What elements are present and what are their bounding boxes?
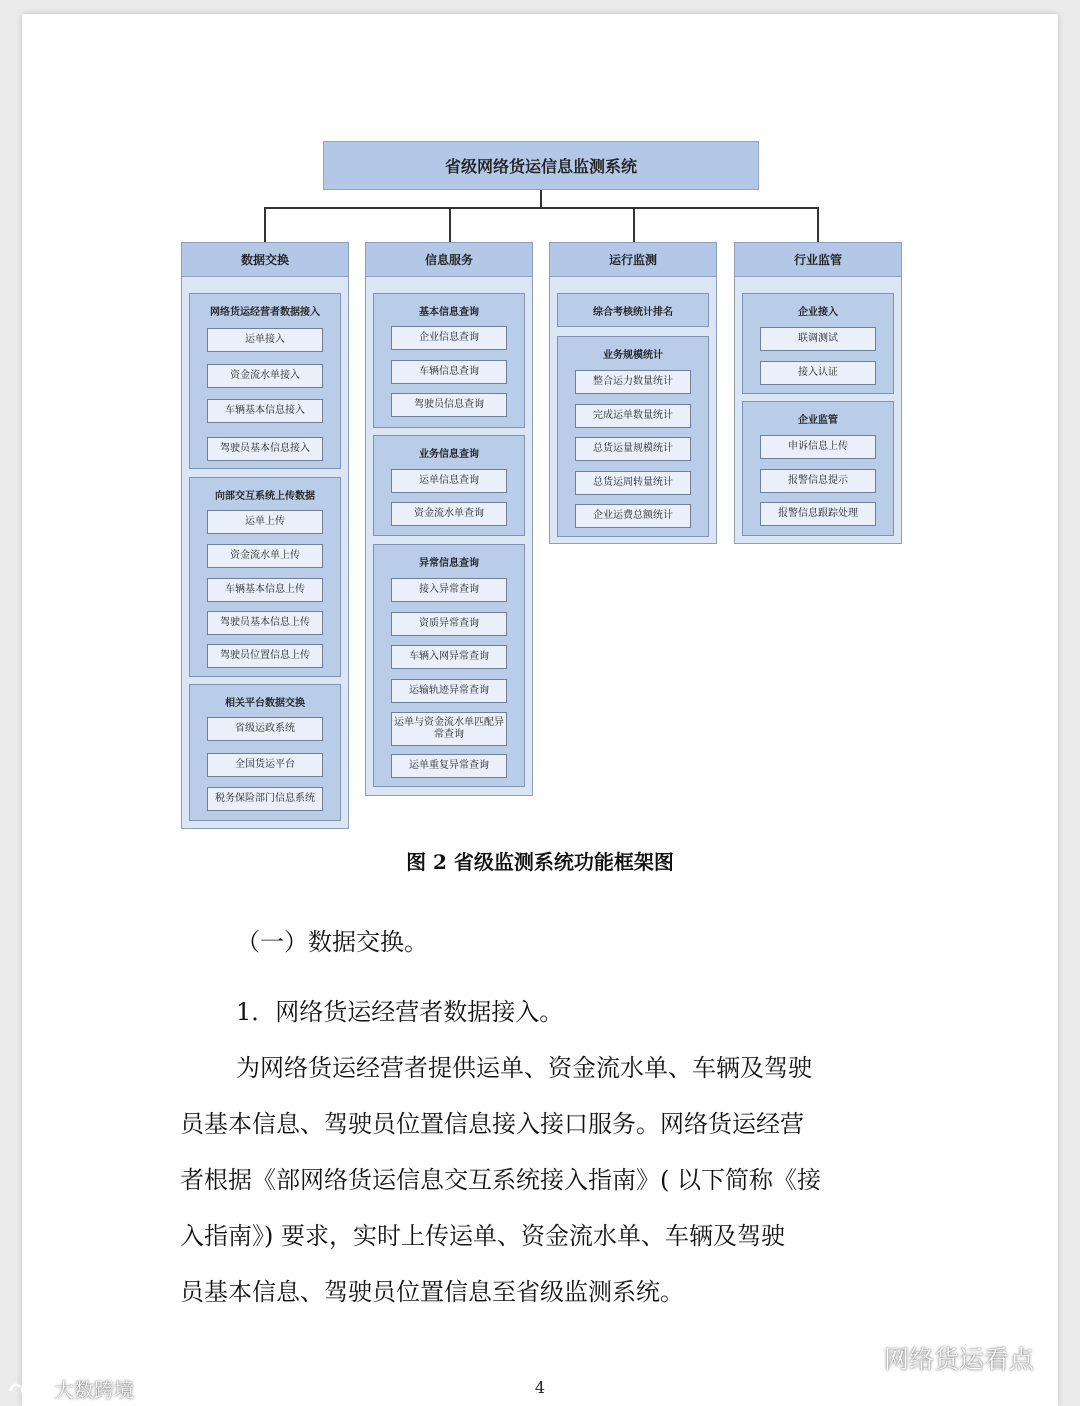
diagram-item: 接入认证 (760, 361, 876, 385)
diagram-item: 车辆基本信息接入 (207, 399, 323, 423)
diagram-item: 运输轨迹异常查询 (391, 679, 507, 703)
diagram-item: 企业信息查询 (391, 326, 507, 350)
connector-col-3 (633, 207, 635, 242)
column-title: 数据交换 (182, 243, 348, 277)
column-operation-monitoring (549, 242, 717, 544)
watermark-left-text: 大数跨境 (54, 1378, 134, 1402)
diagram-item: 驾驶员基本信息接入 (207, 437, 323, 461)
watermark-right (838, 1340, 1034, 1376)
group-title: 相关平台数据交换 (225, 698, 305, 709)
group-platform-exchange (189, 684, 341, 821)
diagram-item: 接入异常查询 (391, 578, 507, 602)
column-industry-supervision (734, 242, 902, 544)
diagram-item: 车辆基本信息上传 (207, 578, 323, 602)
diagram-item: 资质异常查询 (391, 612, 507, 636)
page-number: 4 (534, 1378, 546, 1397)
brand-logo-icon (6, 1377, 50, 1401)
diagram-item: 申诉信息上传 (760, 435, 876, 459)
diagram-item: 资金流水单查询 (391, 502, 507, 526)
group-upload-to-ministry (189, 477, 341, 677)
diagram-item: 车辆入网异常查询 (391, 645, 507, 669)
diagram-item: 企业运费总额统计 (575, 504, 691, 528)
group-basic-info-query (373, 293, 525, 428)
column-data-exchange (181, 242, 349, 829)
subsection-heading: 1．网络货运经营者数据接入。 (236, 998, 564, 1026)
group-business-info-query (373, 435, 525, 536)
group-title: 网络货运经营者数据接入 (210, 307, 320, 318)
diagram-item: 全国货运平台 (207, 753, 323, 777)
column-title: 行业监管 (735, 243, 901, 277)
connector-col-1 (264, 207, 266, 242)
diagram-item: 资金流水单上传 (207, 544, 323, 568)
diagram-item: 运单信息查询 (391, 469, 507, 493)
diagram-item: 资金流水单接入 (207, 364, 323, 388)
watermark-right-text: 网络货运看点 (884, 1345, 1035, 1374)
wechat-icon (838, 1343, 878, 1373)
column-info-service (365, 242, 533, 796)
body-line: 为网络货运经营者提供运单、资金流水单、车辆及驾驶 (236, 1054, 812, 1082)
diagram-item: 驾驶员信息查询 (391, 393, 507, 417)
diagram-item: 报警信息跟踪处理 (760, 502, 876, 526)
diagram-item: 完成运单数量统计 (575, 404, 691, 428)
connector-col-2 (449, 207, 451, 242)
figure-caption: 图 2 省级监测系统功能框架图 (406, 850, 674, 874)
group-enterprise-access (742, 293, 894, 394)
connector-col-4 (817, 207, 819, 242)
diagram-item: 税务保险部门信息系统 (207, 787, 323, 811)
body-line: 者根据《部网络货运信息交互系统接入指南》( 以下简称《接 (180, 1166, 821, 1194)
diagram-item: 驾驶员位置信息上传 (207, 644, 323, 668)
diagram-item: 车辆信息查询 (391, 360, 507, 384)
connector-root-down (540, 190, 542, 208)
body-line: 入指南》) 要求，实时上传运单、资金流水单、车辆及驾驶 (180, 1222, 785, 1250)
group-title: 基本信息查询 (419, 307, 479, 318)
diagram-item: 整合运力数量统计 (575, 370, 691, 394)
group-operator-data-access (189, 293, 341, 469)
group-title: 异常信息查询 (419, 558, 479, 569)
body-line: 员基本信息、驾驶员位置信息接入接口服务。网络货运经营 (180, 1110, 804, 1138)
diagram-item: 总货运周转量统计 (575, 471, 691, 495)
group-title: 企业接入 (798, 307, 838, 318)
diagram-item: 联调测试 (760, 327, 876, 351)
group-enterprise-supervision (742, 401, 894, 536)
body-line: 员基本信息、驾驶员位置信息至省级监测系统。 (180, 1278, 684, 1306)
diagram-item: 运单与资金流水单匹配异常查询 (391, 712, 507, 746)
group-business-scale-stats (557, 336, 709, 537)
section-heading: （一）数据交换。 (236, 928, 428, 956)
group-title: 向部交互系统上传数据 (215, 491, 315, 502)
diagram-item: 运单接入 (207, 328, 323, 352)
diagram-item: 驾驶员基本信息上传 (207, 611, 323, 635)
group-title: 综合考核统计排名 (593, 306, 673, 318)
watermark-left (6, 1374, 134, 1403)
column-title: 运行监测 (550, 243, 716, 277)
diagram-item: 运单上传 (207, 510, 323, 534)
diagram-item: 总货运量规模统计 (575, 437, 691, 461)
group-comprehensive-ranking (557, 293, 709, 327)
connector-horizontal (264, 207, 819, 209)
diagram-root-box: 省级网络货运信息监测系统 (323, 141, 759, 190)
group-title: 企业监管 (798, 415, 838, 426)
group-title: 业务信息查询 (419, 449, 479, 460)
group-abnormal-info-query (373, 544, 525, 787)
column-title: 信息服务 (366, 243, 532, 277)
diagram-item: 报警信息提示 (760, 469, 876, 493)
diagram-item: 省级运政系统 (207, 717, 323, 741)
diagram-item: 运单重复异常查询 (391, 754, 507, 778)
group-title: 业务规模统计 (603, 350, 663, 361)
